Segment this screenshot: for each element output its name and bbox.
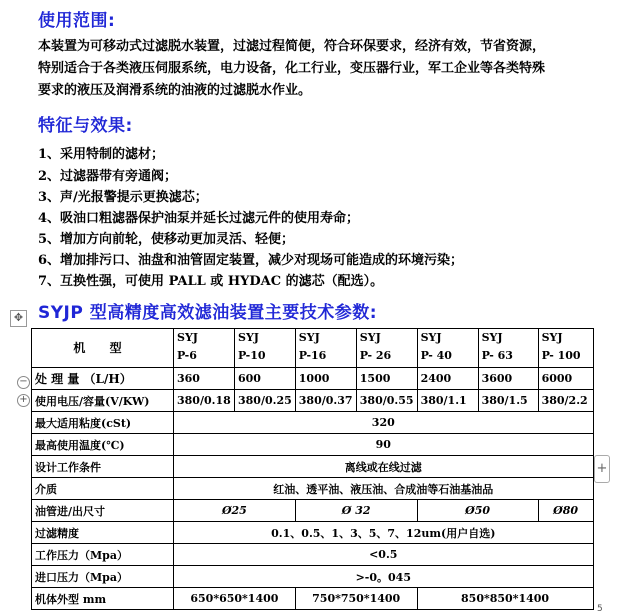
model-label: 机 型 bbox=[32, 329, 174, 368]
table-row bbox=[32, 412, 594, 434]
params-table bbox=[31, 328, 594, 610]
feature-item: 4、吸油口粗滤器保护油泵并延长过滤元件的使用寿命； bbox=[38, 211, 360, 226]
feature-item: 7、互换性强，可使用 PALL 或 HYDAC 的滤芯（配选）。 bbox=[38, 274, 384, 289]
table-cell: 1000 bbox=[295, 368, 356, 390]
table-cell: >-0。045 bbox=[174, 566, 594, 588]
row-label: 处 理 量 （L/H） bbox=[32, 368, 174, 390]
insert-row-icon[interactable]: + bbox=[17, 394, 30, 407]
table-cell: 380/1.5 bbox=[478, 390, 538, 412]
table-cell: 360 bbox=[174, 368, 235, 390]
model-cell: SYJ P- 40 bbox=[417, 329, 478, 368]
table-cell: 离线或在线过滤 bbox=[174, 456, 594, 478]
model-cell: SYJ P-6 bbox=[174, 329, 235, 368]
table-cell: 380/0.25 bbox=[235, 390, 296, 412]
table-cell: Ø80 bbox=[538, 500, 593, 522]
scope-line: 本装置为可移动式过滤脱水装置，过滤过程简便，符合环保要求，经济有效，节省资源， bbox=[38, 39, 546, 54]
table-row bbox=[32, 566, 594, 588]
table-row bbox=[32, 456, 594, 478]
table-row bbox=[32, 522, 594, 544]
row-label: 设计工作条件 bbox=[32, 456, 174, 478]
table-row bbox=[32, 434, 594, 456]
model-cell: SYJ P- 100 bbox=[538, 329, 593, 368]
table-cell: 850*850*1400 bbox=[417, 588, 593, 610]
row-label: 介质 bbox=[32, 478, 174, 500]
table-row bbox=[32, 329, 594, 368]
table-cell: 0.1、0.5、1、3、5、7、12um(用户自选) bbox=[174, 522, 594, 544]
table-cell: 380/2.2 bbox=[538, 390, 593, 412]
row-label: 最高使用温度(℃) bbox=[32, 434, 174, 456]
table-row bbox=[32, 478, 594, 500]
row-label: 最大适用粘度(cSt) bbox=[32, 412, 174, 434]
table-move-handle-icon[interactable]: ✥ bbox=[10, 310, 27, 327]
row-label: 过滤精度 bbox=[32, 522, 174, 544]
table-cell: 红油、透平油、液压油、合成油等石油基油品 bbox=[174, 478, 594, 500]
table-cell: Ø50 bbox=[417, 500, 538, 522]
params-heading: SYJP 型高精度高效滤油装置主要技术参数: bbox=[38, 303, 378, 323]
row-label: 机体外型 mm bbox=[32, 588, 174, 610]
row-label: 工作压力（Mpa） bbox=[32, 544, 174, 566]
table-cell: 1500 bbox=[356, 368, 417, 390]
table-cell: <0.5 bbox=[174, 544, 594, 566]
table-cell: 320 bbox=[174, 412, 594, 434]
model-cell: SYJ P-16 bbox=[295, 329, 356, 368]
model-cell: SYJ P- 26 bbox=[356, 329, 417, 368]
table-cell: 600 bbox=[235, 368, 296, 390]
row-label: 使用电压/容量(V/KW) bbox=[32, 390, 174, 412]
table-cell: 380/0.37 bbox=[295, 390, 356, 412]
table-cell: 6000 bbox=[538, 368, 593, 390]
feature-item: 5、增加方向前轮，使移动更加灵活、轻便； bbox=[38, 232, 295, 247]
table-cell: Ø 32 bbox=[295, 500, 417, 522]
table-cell: 380/0.55 bbox=[356, 390, 417, 412]
features-heading: 特征与效果: bbox=[38, 116, 133, 136]
collapse-row-icon[interactable]: − bbox=[17, 376, 30, 389]
scope-line: 特别适合于各类液压伺服系统，电力设备，化工行业，变压器行业，军工企业等各类特殊 bbox=[38, 61, 546, 76]
scope-heading: 使用范围: bbox=[38, 11, 116, 31]
table-cell: 380/1.1 bbox=[417, 390, 478, 412]
table-cell: 2400 bbox=[417, 368, 478, 390]
model-cell: SYJ P- 63 bbox=[478, 329, 538, 368]
table-cell: 3600 bbox=[478, 368, 538, 390]
table-row bbox=[32, 544, 594, 566]
table-cell: 90 bbox=[174, 434, 594, 456]
table-row bbox=[32, 390, 594, 412]
row-label: 油管进/出尺寸 bbox=[32, 500, 174, 522]
table-row bbox=[32, 588, 594, 610]
table-cell: Ø25 bbox=[174, 500, 296, 522]
row-label: 进口压力（Mpa） bbox=[32, 566, 174, 588]
page-marker: 5 bbox=[597, 604, 603, 614]
scope-line: 要求的液压及润滑系统的油液的过滤脱水作业。 bbox=[38, 83, 312, 98]
add-column-button[interactable]: + bbox=[594, 455, 610, 483]
table-row bbox=[32, 368, 594, 390]
table-cell: 750*750*1400 bbox=[295, 588, 417, 610]
table-cell: 650*650*1400 bbox=[174, 588, 296, 610]
feature-item: 2、过滤器带有旁通阀； bbox=[38, 169, 178, 184]
table-row bbox=[32, 500, 594, 522]
feature-item: 1、采用特制的滤材； bbox=[38, 147, 165, 162]
table-cell: 380/0.18 bbox=[174, 390, 235, 412]
model-cell: SYJ P-10 bbox=[235, 329, 296, 368]
feature-item: 6、增加排污口、油盘和油管固定装置，减少对现场可能造成的环境污染； bbox=[38, 253, 464, 268]
feature-item: 3、声/光报警提示更换滤芯； bbox=[38, 190, 208, 205]
